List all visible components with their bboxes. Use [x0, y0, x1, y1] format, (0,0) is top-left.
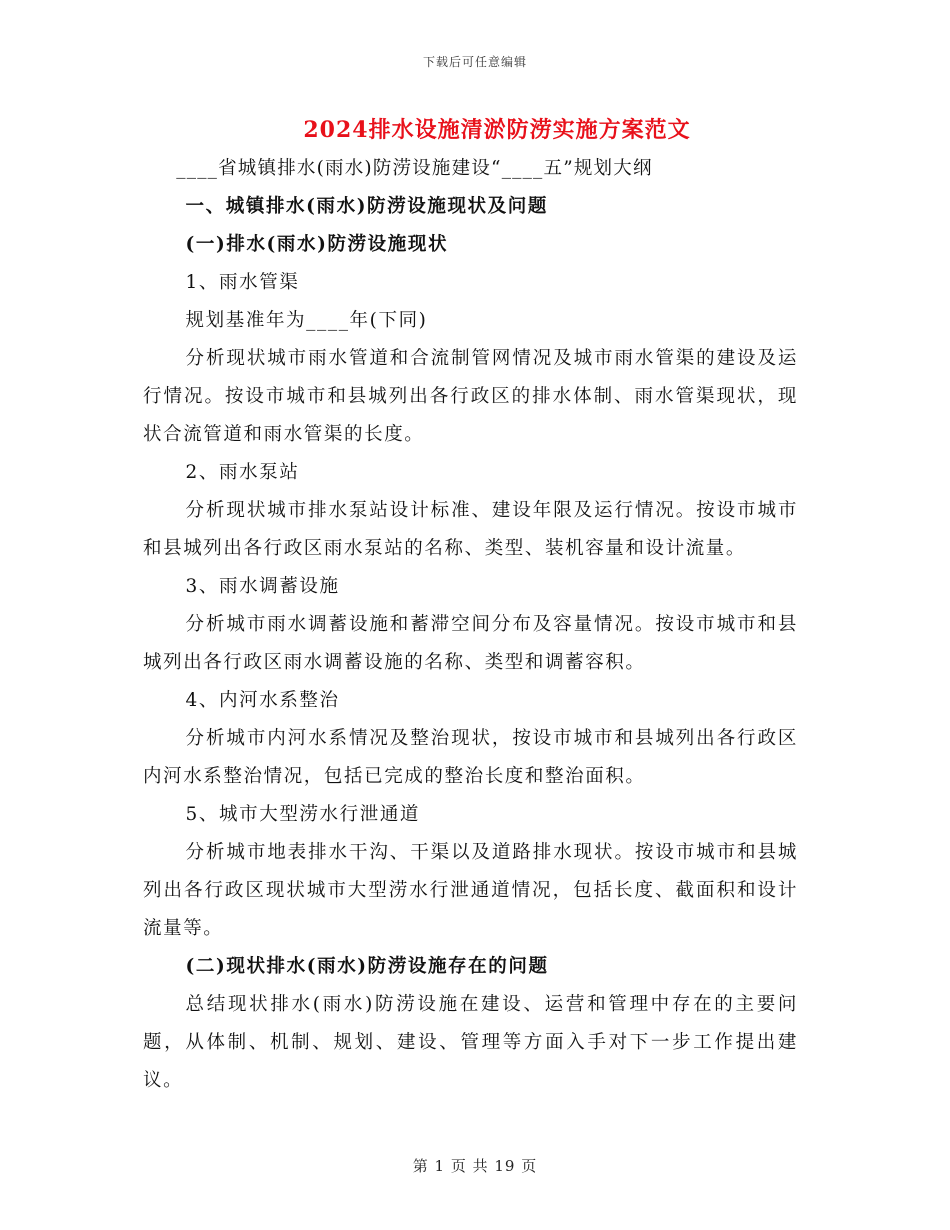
paragraph: 分析城市雨水调蓄设施和蓄滞空间分布及容量情况。按设市城市和县城列出各行政区雨水调蓄设施的名称、类型和调蓄容积。	[143, 614, 798, 673]
item-heading: 1、雨水管渠	[185, 272, 300, 293]
paragraph: 分析现状城市雨水管道和合流制管网情况及城市雨水管渠的建设及运行情况。按设市城市和县城列出各行政区的排水体制、雨水管渠现状，现状合流管道和雨水管渠的长度。	[143, 348, 798, 445]
item-heading: 2、雨水泵站	[185, 462, 300, 483]
paragraph: 总结现状排水(雨水)防涝设施在建设、运营和管理中存在的主要问题，从体制、机制、规划、建设、管理等方面入手对下一步工作提出建议。	[143, 994, 798, 1091]
header-note: 下载后可任意编辑	[422, 55, 527, 69]
item-heading: 4、内河水系整治	[185, 690, 340, 711]
item-heading: 5、城市大型涝水行泄通道	[185, 804, 421, 825]
document-body	[143, 150, 798, 1100]
subsection-heading: (一)排水(雨水)防涝设施现状	[185, 234, 449, 255]
paragraph: 分析现状城市排水泵站设计标准、建设年限及运行情况。按设市城市和县城列出各行政区雨水泵站的名称、类型、装机容量和设计流量。	[143, 500, 798, 559]
document-subtitle: ____省城镇排水(雨水)防涝设施建设“____五”规划大纲	[176, 158, 653, 179]
paragraph: 规划基准年为____年(下同)	[185, 310, 428, 331]
section-heading: 一、城镇排水(雨水)防涝设施现状及问题	[185, 196, 548, 217]
subsection-heading: (二)现状排水(雨水)防涝设施存在的问题	[185, 956, 549, 977]
item-heading: 3、雨水调蓄设施	[185, 576, 340, 597]
document-title: 2024排水设施清淤防涝实施方案范文	[303, 117, 691, 143]
paragraph: 分析城市地表排水干沟、干渠以及道路排水现状。按设市城市和县城列出各行政区现状城市大型涝水行泄通道情况，包括长度、截面积和设计流量等。	[143, 842, 798, 939]
page-footer: 第 1 页 共 19 页	[412, 1157, 538, 1175]
paragraph: 分析城市内河水系情况及整治现状，按设市城市和县城列出各行政区内河水系整治情况，包括已完成的整治长度和整治面积。	[143, 728, 798, 787]
